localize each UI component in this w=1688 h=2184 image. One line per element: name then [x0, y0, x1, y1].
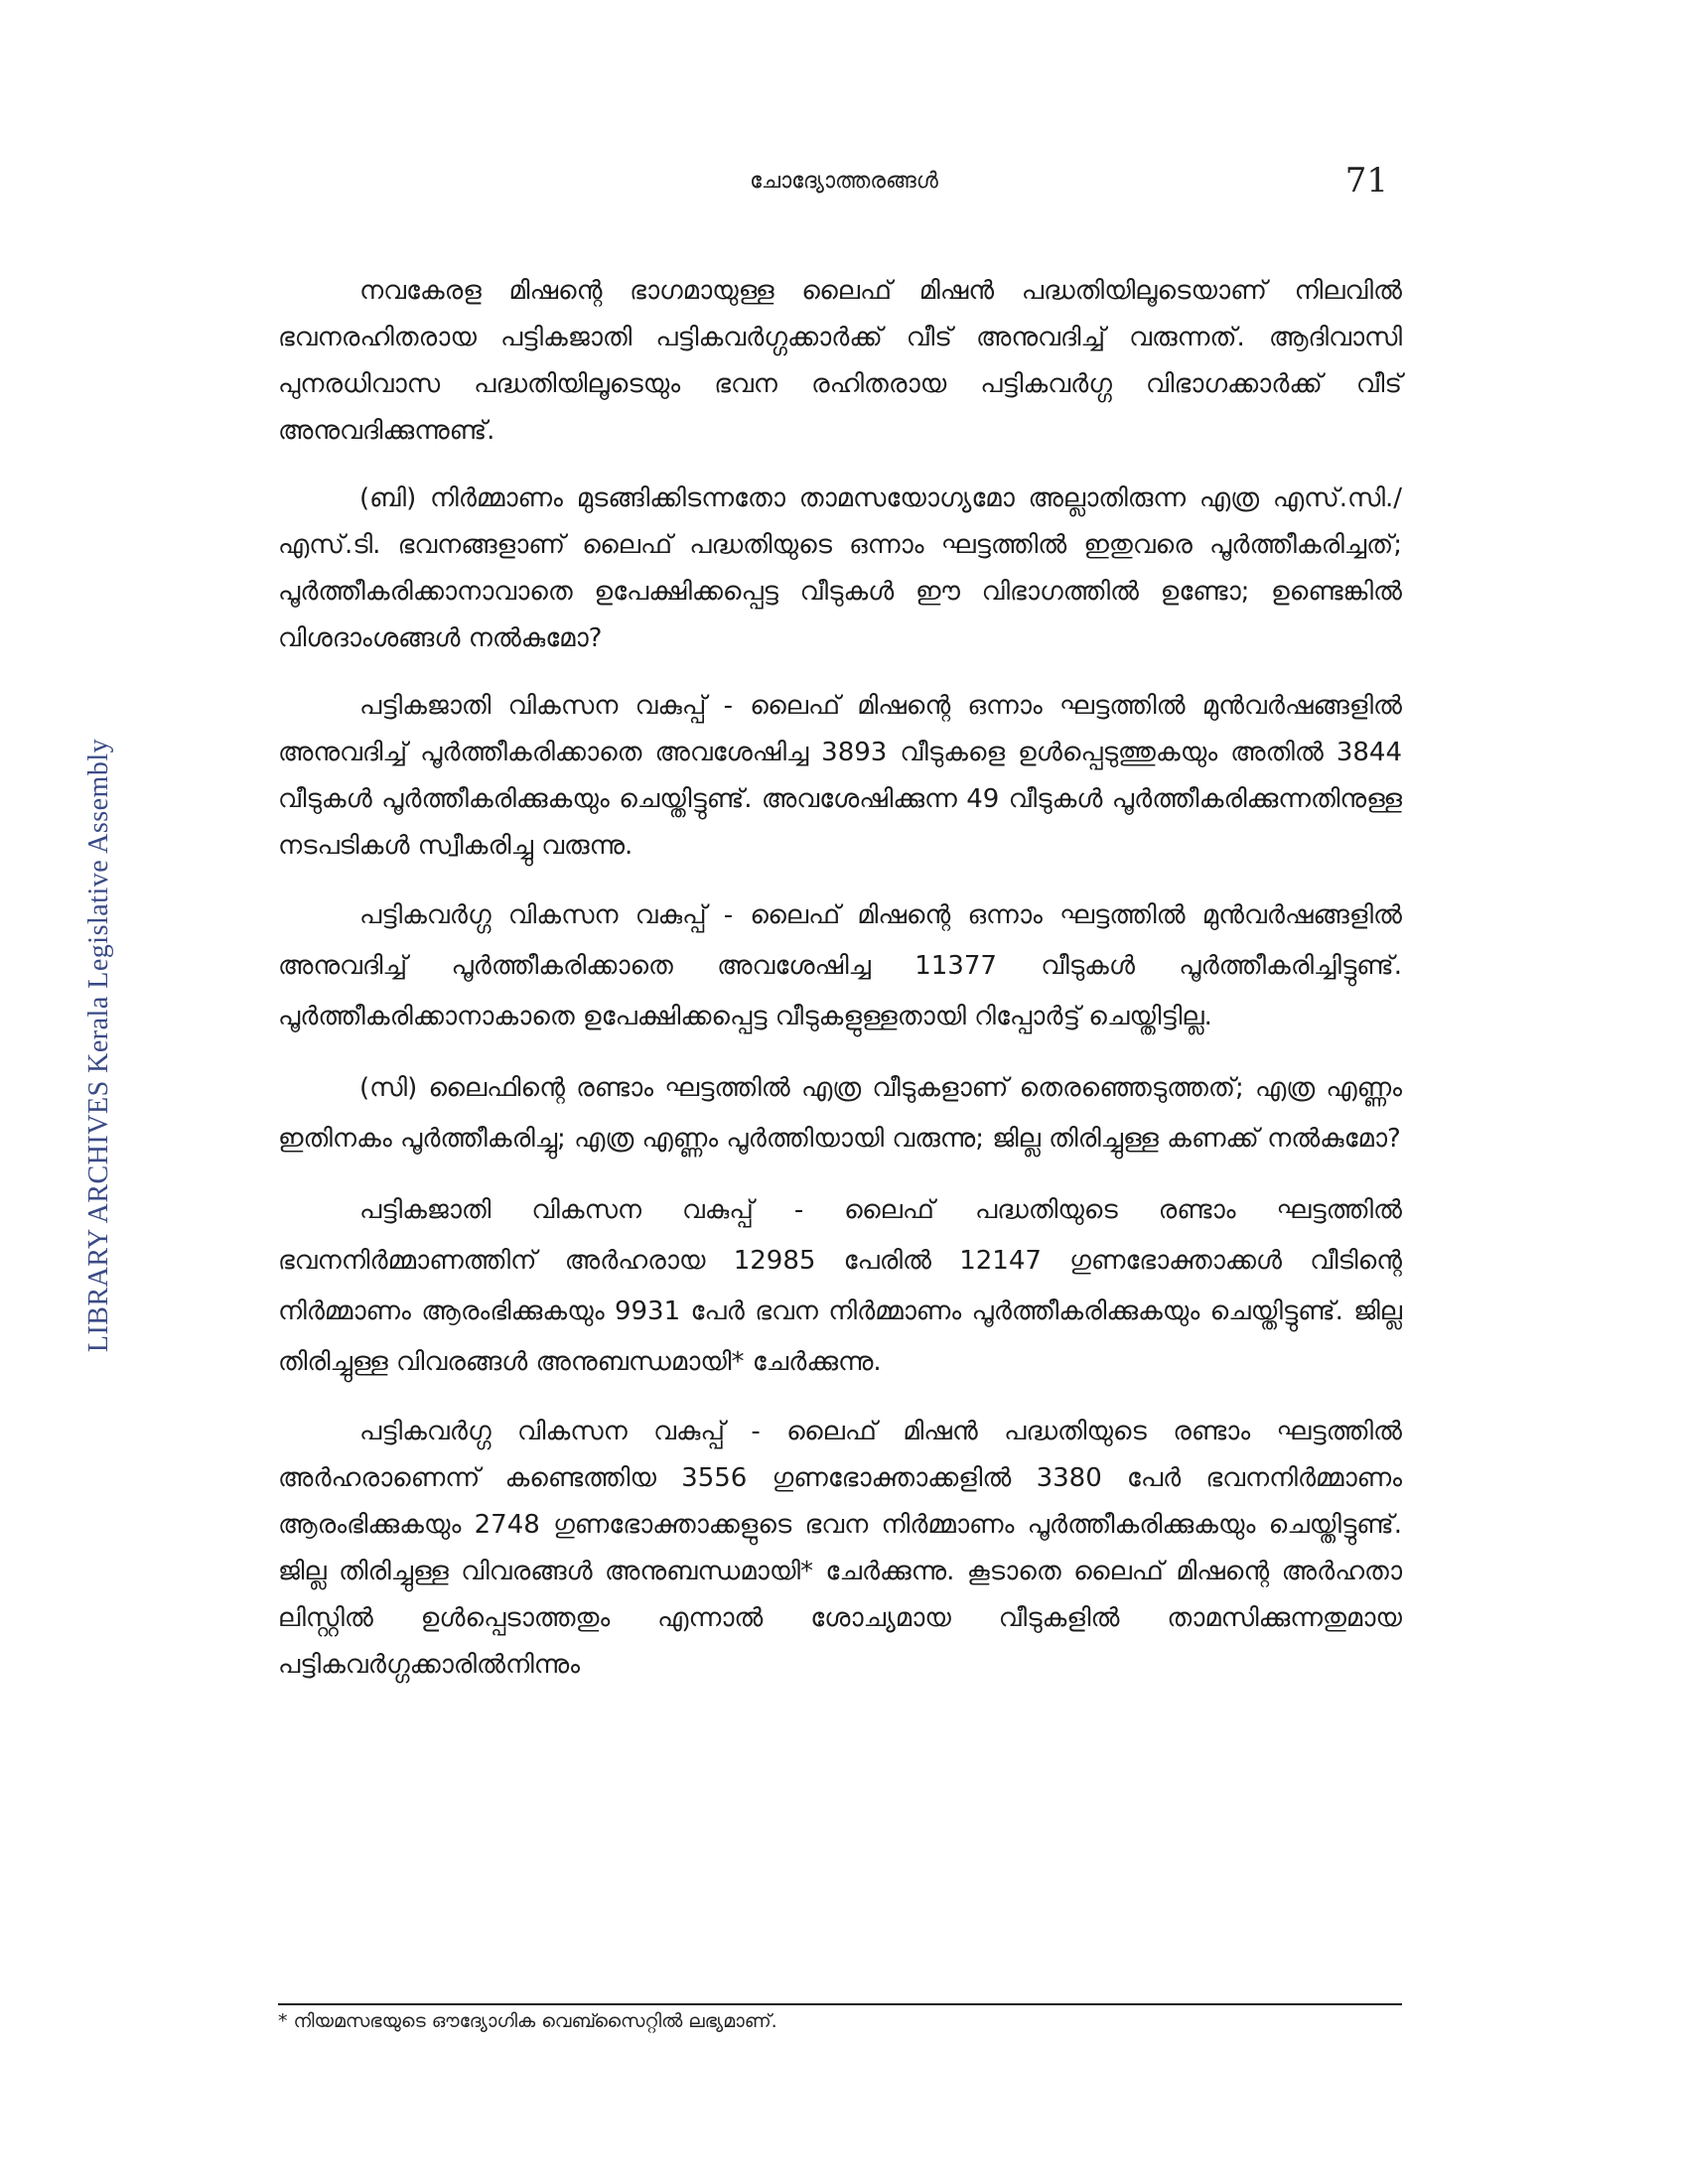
paragraph-st-phase-one: പട്ടികവർഗ്ഗ വികസന വകുപ്പ് - ലൈഫ് മിഷന്റെ ഒന്നാം ഘട്ടത്തിൽ മുൻവർഷങ്ങളിൽ അനുവദിച്ച് പൂർത്തീകരിക്കാതെ അവശേഷിച്ച 11377 വീടുകൾ പൂർത്തീകരിച്ചിട്ടുണ്ട്. പൂർത്തീകരിക്കാനാകാതെ ഉപേക്ഷിക്കപ്പെട്ട വീടുകളുള്ളതായി റിപ്പോർട്ട് ചെയ്തിട്ടില്ല.	[278, 900, 1402, 1031]
paragraph-st-phase-two: പട്ടികവർഗ്ഗ വികസന വകുപ്പ് - ലൈഫ് മിഷൻ പദ്ധതിയുടെ രണ്ടാം ഘട്ടത്തിൽ അർഹരാണെന്ന് കണ്ടെത്തിയ 3556 ഗുണഭോക്താക്കളിൽ 3380 പേർ ഭവനനിർമ്മാണം ആരംഭിക്കുകയും 2748 ഗുണഭോക്താക്കളുടെ ഭവന നിർമ്മാണം പൂർത്തീകരിക്കുകയും ചെയ്തിട്ടുണ്ട്. ജില്ല തിരിച്ചുള്ള വിവരങ്ങൾ അനുബന്ധമായി* ചേർക്കുന്നു. കൂടാതെ ലൈഫ് മിഷന്റെ അർഹതാ ലിസ്റ്റിൽ ഉൾപ്പെടാത്തതും എന്നാൽ ശോച്യമായ വീടുകളിൽ താമസിക്കുന്നതുമായ പട്ടികവർഗ്ഗക്കാരിൽനിന്നും	[278, 1417, 1402, 1680]
footnote-divider	[278, 2003, 1402, 2005]
paragraph-question-c: (സി) ലൈഫിന്റെ രണ്ടാം ഘട്ടത്തിൽ എത്ര വീടുകളാണ് തെരഞ്ഞെടുത്തത്; എത്ര എണ്ണം ഇതിനകം പൂർത്തീകരിച്ചു; എത്ര എണ്ണം പൂർത്തിയായി വരുന്നു; ജില്ല തിരിച്ചുള്ള കണക്ക് നൽകുമോ?	[278, 1073, 1402, 1154]
paragraph-sc-phase-one: പട്ടികജാതി വികസന വകുപ്പ് - ലൈഫ് മിഷന്റെ ഒന്നാം ഘട്ടത്തിൽ മുൻവർഷങ്ങളിൽ അനുവദിച്ച് പൂർത്തീകരിക്കാതെ അവശേഷിച്ച 3893 വീടുകളെ ഉൾപ്പെടുത്തുകയും അതിൽ 3844 വീടുകൾ പൂർത്തീകരിക്കുകയും ചെയ്തിട്ടുണ്ട്. അവശേഷിക്കുന്ന 49 വീടുകൾ പൂർത്തീകരിക്കുന്നതിനുള്ള നടപടികൾ സ്വീകരിച്ചു വരുന്നു.	[278, 691, 1402, 861]
paragraph-sc-phase-two: പട്ടികജാതി വികസന വകുപ്പ് - ലൈഫ് പദ്ധതിയുടെ രണ്ടാം ഘട്ടത്തിൽ ഭവനനിർമ്മാണത്തിന് അർഹരായ 12985 പേരിൽ 12147 ഗുണഭോക്താക്കൾ വീടിന്റെ നിർമ്മാണം ആരംഭിക്കുകയും 9931 പേർ ഭവന നിർമ്മാണം പൂർത്തീകരിക്കുകയും ചെയ്തിട്ടുണ്ട്. ജില്ല തിരിച്ചുള്ള വിവരങ്ങൾ അനുബന്ധമായി* ചേർക്കുന്നു.	[278, 1195, 1402, 1377]
page-number: 71	[1344, 161, 1388, 201]
paragraph-answer-a: നവകേരള മിഷന്റെ ഭാഗമായുള്ള ലൈഫ് മിഷൻ പദ്ധതിയിലൂടെയാണ് നിലവിൽ ഭവനരഹിതരായ പട്ടികജാതി പട്ടികവർഗ്ഗക്കാർക്ക് വീട് അനുവദിച്ച് വരുന്നത്. ആദിവാസി പുനരധിവാസ പദ്ധതിയിലൂടെയും ഭവന രഹിതരായ പട്ടികവർഗ്ഗ വിഭാഗക്കാർക്ക് വീട് അനുവദിക്കുന്നുണ്ട്.	[278, 276, 1402, 446]
archive-watermark: LIBRARY ARCHIVES Kerala Legislative Assembly	[83, 738, 114, 1353]
body-text	[278, 268, 1402, 1709]
footnote: * നിയമസഭയുടെ ഔദ്യോഗിക വെബ്സൈറ്റിൽ ലഭ്യമാണ്.	[278, 2010, 777, 2032]
running-title: ചോദ്യോത്തരങ്ങൾ	[750, 169, 938, 194]
paragraph-question-b: (ബി) നിർമ്മാണം മുടങ്ങിക്കിടന്നതോ താമസയോഗ്യമോ അല്ലാതിരുന്ന എത്ര എസ്.സി./എസ്.ടി. ഭവനങ്ങളാണ് ലൈഫ് പദ്ധതിയുടെ ഒന്നാം ഘട്ടത്തിൽ ഇതുവരെ പൂർത്തീകരിച്ചത്; പൂർത്തീകരിക്കാനാവാതെ ഉപേക്ഷിക്കപ്പെട്ട വീടുകൾ ഈ വിഭാഗത്തിൽ ഉണ്ടോ; ഉണ്ടെങ്കിൽ വിശദാംശങ്ങൾ നൽകുമോ?	[278, 483, 1402, 653]
